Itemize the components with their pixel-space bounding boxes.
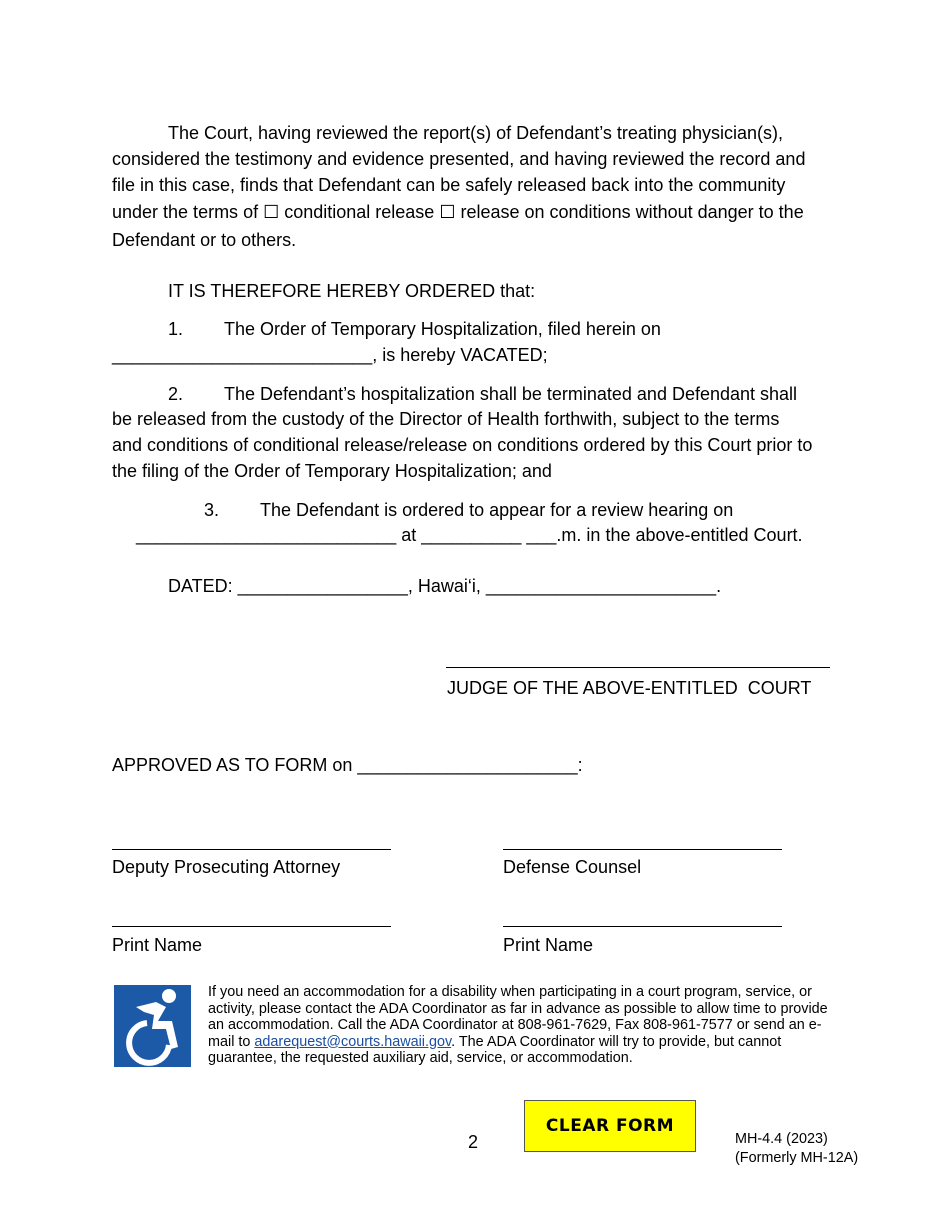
judge-signature-line[interactable] (446, 667, 830, 668)
accessibility-icon (114, 985, 191, 1067)
item-2-line-1: The Defendant’s hospitalization shall be terminated and Defendant shall (224, 384, 798, 404)
intro-line-1: The Court, having reviewed the report(s) of Defendant’s treating physician(s), (168, 123, 783, 143)
prosecutor-signature-line[interactable] (112, 849, 391, 850)
ada-notice-text: If you need an accommodation for a disability when participating in a court program, service, or activity, please contact the ADA Coordinator as far in advance as possible to allow time to provide an accommodation. Call the ADA Coordinator at 808-961-7629, Fax 808-961-7577 or send an e-mail to (208, 984, 828, 1050)
item-2-number: 2. (168, 384, 184, 404)
defense-signature-line[interactable] (503, 849, 782, 850)
item-3-number: 3. (204, 500, 220, 520)
release-on-conditions-label: release on conditions without danger to the (455, 202, 804, 222)
approved-as-to-form-line[interactable]: APPROVED AS TO FORM on ______________________: (112, 755, 583, 775)
dated-line[interactable]: DATED: _________________, Hawai‘i, _______________________. (168, 576, 722, 596)
ordered-heading: IT IS THEREFORE HEREBY ORDERED that: (168, 281, 536, 301)
release-on-conditions-checkbox[interactable]: ☐ (439, 202, 456, 222)
item-1-line-2[interactable]: __________________________, is hereby VACATED; (112, 345, 548, 365)
ada-email-link[interactable]: adarequest@courts.hawaii.gov (254, 1033, 452, 1050)
page-number: 2 (468, 1132, 479, 1152)
clear-form-button[interactable]: CLEAR FORM (524, 1100, 696, 1152)
form-id: MH-4.4 (2023) (735, 1131, 828, 1147)
defense-print-name-label: Print Name (503, 935, 594, 955)
intro-line-3: file in this case, finds that Defendant can be safely released back into the community (112, 175, 786, 195)
intro-line-5: Defendant or to others. (112, 230, 297, 250)
conditional-release-checkbox[interactable]: ☐ (263, 202, 280, 222)
item-2-line-3: and conditions of conditional release/release on conditions ordered by this Court prior to (112, 435, 813, 455)
ada-notice-text-end: . The ADA Coordinator will try to provide, but cannot guarantee, the requested auxiliary aid, service, or accommodation. (208, 1033, 782, 1066)
intro-line-4 (112, 199, 804, 225)
prosecutor-title: Deputy Prosecuting Attorney (112, 857, 341, 877)
prosecutor-print-name-line[interactable] (112, 926, 391, 927)
item-3-line-2[interactable]: __________________________ at __________ ___.m. in the above-entitled Court. (136, 525, 803, 545)
prosecutor-print-name-label: Print Name (112, 935, 203, 955)
item-3-line-1: The Defendant is ordered to appear for a review hearing on (260, 500, 734, 520)
ada-notice (208, 984, 828, 1067)
judge-label: JUDGE OF THE ABOVE-ENTITLED COURT (447, 678, 812, 698)
intro-line-4-prefix: under the terms of (112, 202, 264, 222)
defense-title: Defense Counsel (503, 857, 642, 877)
item-1-number: 1. (168, 319, 184, 339)
item-2-line-2: be released from the custody of the Director of Health forthwith, subject to the terms (112, 409, 780, 429)
item-2-line-4: the filing of the Order of Temporary Hospitalization; and (112, 461, 552, 481)
formerly-form-id: (Formerly MH-12A) (735, 1150, 859, 1166)
defense-print-name-line[interactable] (503, 926, 782, 927)
item-1-line-1: The Order of Temporary Hospitalization, filed herein on (224, 319, 661, 339)
conditional-release-label: conditional release (279, 202, 440, 222)
intro-line-2: considered the testimony and evidence presented, and having reviewed the record and (112, 149, 806, 169)
